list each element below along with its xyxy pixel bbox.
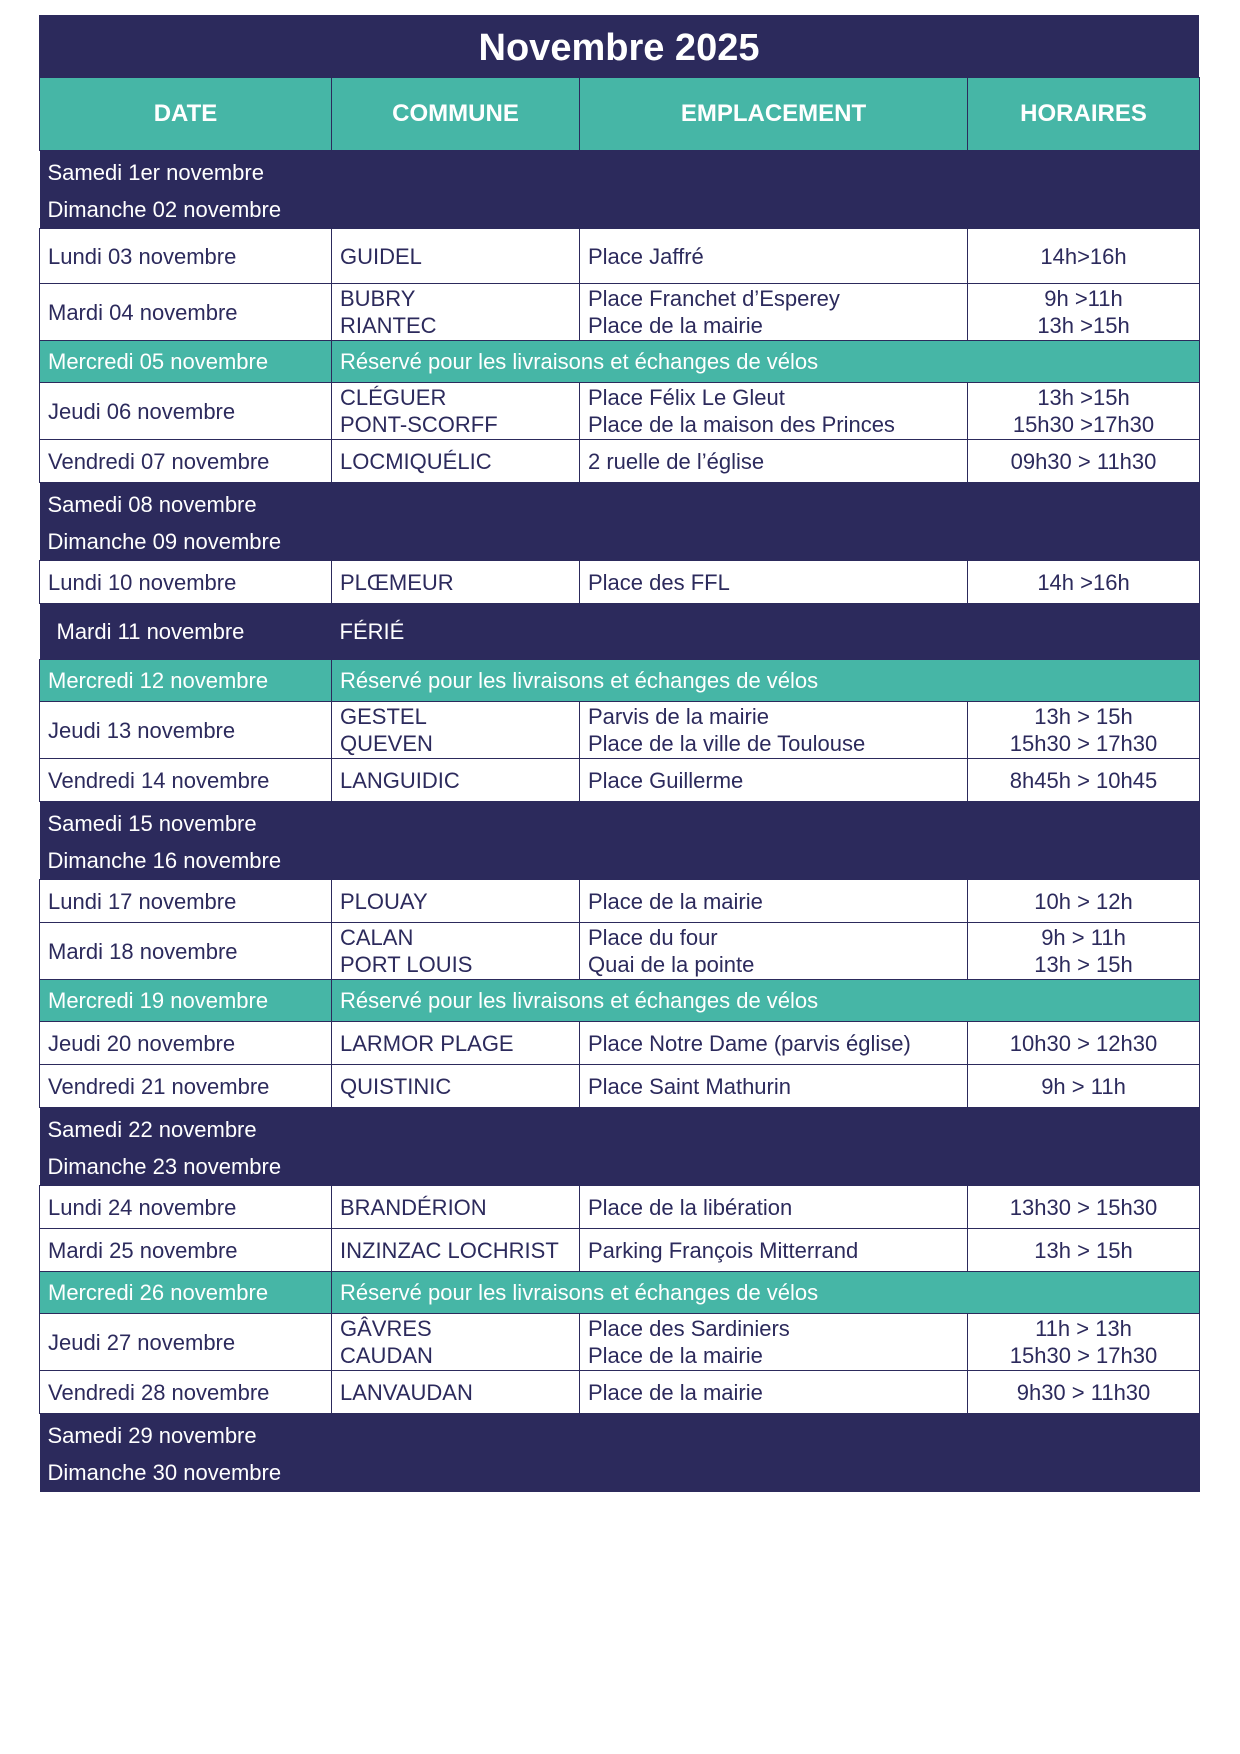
commune-cell — [332, 1229, 580, 1272]
emplacement-cell — [580, 880, 968, 923]
commune-name: BRANDÉRION — [340, 1194, 487, 1220]
emplacement-cell — [580, 1022, 968, 1065]
page-title: Novembre 2025 — [39, 15, 1199, 77]
place-name: Place de la ville de Toulouse — [588, 731, 866, 756]
hours-value: 13h > 15h — [1034, 1237, 1133, 1263]
reserved-row — [40, 1272, 1200, 1314]
table-row — [40, 880, 1200, 923]
place-name: Place de la mairie — [588, 1379, 763, 1405]
horaires-cell — [968, 702, 1200, 759]
weekend-row — [40, 523, 1200, 561]
weekend-day: Dimanche 09 novembre — [40, 523, 1200, 561]
place-name: Place Notre Dame (parvis église) — [588, 1030, 911, 1056]
horaires-cell — [968, 1186, 1200, 1229]
emplacement-cell — [580, 1186, 968, 1229]
reserved-row — [40, 660, 1200, 702]
hours-value: 14h>16h — [1040, 243, 1127, 269]
hours-value: 09h30 > 11h30 — [1010, 448, 1157, 474]
hours-value: 15h30 > 17h30 — [1009, 731, 1158, 756]
weekend-day: Dimanche 23 novembre — [40, 1148, 1200, 1186]
table-row — [40, 284, 1200, 341]
commune-name: GUIDEL — [340, 243, 422, 269]
place-name: Place Franchet d’Esperey — [588, 286, 840, 311]
table-row — [40, 923, 1200, 980]
place-name: Place Guillerme — [588, 767, 744, 793]
table-row — [40, 229, 1200, 284]
commune-name: CAUDAN — [340, 1343, 433, 1368]
hours-value: 10h30 > 12h30 — [1009, 1030, 1158, 1056]
horaires-cell — [968, 1022, 1200, 1065]
emplacement-cell — [580, 1371, 968, 1414]
weekend-row — [40, 1414, 1200, 1454]
hours-value: 9h >11h — [1044, 286, 1123, 311]
date-cell: Vendredi 21 novembre — [40, 1065, 332, 1108]
table-row — [40, 1065, 1200, 1108]
commune-cell — [332, 1371, 580, 1414]
hours-value: 9h > 11h — [1041, 1073, 1126, 1099]
commune-cell — [332, 880, 580, 923]
weekend-day: Samedi 08 novembre — [40, 483, 1200, 523]
emplacement-cell — [580, 1314, 968, 1371]
horaires-cell — [968, 923, 1200, 980]
horaires-cell — [968, 383, 1200, 440]
horaires-cell — [968, 284, 1200, 341]
weekend-row — [40, 1148, 1200, 1186]
table-row — [40, 759, 1200, 802]
hours-value: 9h > 11h — [1041, 925, 1126, 950]
table-row — [40, 440, 1200, 483]
holiday-row — [40, 604, 1200, 660]
place-name: Place Jaffré — [588, 243, 704, 269]
commune-name: INZINZAC LOCHRIST — [340, 1237, 559, 1263]
reserved-row — [40, 980, 1200, 1022]
commune-name: LOCMIQUÉLIC — [340, 448, 492, 474]
commune-name: CLÉGUER — [340, 385, 447, 410]
hours-value: 13h30 > 15h30 — [1009, 1194, 1158, 1220]
weekend-row — [40, 1454, 1200, 1492]
place-name: Place des Sardiniers — [588, 1316, 790, 1341]
horaires-cell — [968, 1065, 1200, 1108]
weekend-row — [40, 151, 1200, 191]
reserved-row — [40, 341, 1200, 383]
date-cell: Mardi 04 novembre — [40, 284, 332, 341]
commune-name: BUBRY — [340, 286, 416, 311]
emplacement-cell — [580, 229, 968, 284]
hours-value: 8h45h > 10h45 — [1009, 767, 1158, 793]
emplacement-cell — [580, 383, 968, 440]
place-name: Place de la maison des Princes — [588, 412, 895, 437]
schedule-sheet — [39, 15, 1199, 1492]
hours-value: 9h30 > 11h30 — [1016, 1379, 1151, 1405]
commune-name: PLŒMEUR — [340, 569, 454, 595]
table-row — [40, 561, 1200, 604]
commune-cell — [332, 229, 580, 284]
weekend-day: Dimanche 02 novembre — [40, 191, 1200, 229]
reserved-date: Mercredi 12 novembre — [40, 660, 332, 702]
date-cell: Jeudi 20 novembre — [40, 1022, 332, 1065]
emplacement-cell — [580, 1229, 968, 1272]
horaires-cell — [968, 561, 1200, 604]
commune-cell — [332, 561, 580, 604]
place-name: Quai de la pointe — [588, 952, 755, 977]
horaires-cell — [968, 440, 1200, 483]
commune-name: GESTEL — [340, 704, 427, 729]
hours-value: 11h > 13h — [1035, 1316, 1132, 1341]
reserved-note: Réservé pour les livraisons et échanges de vélos — [332, 980, 1200, 1022]
date-cell: Lundi 10 novembre — [40, 561, 332, 604]
place-name: Place de la mairie — [588, 1343, 763, 1368]
weekend-row — [40, 802, 1200, 842]
commune-name: RIANTEC — [340, 313, 437, 338]
date-cell: Mardi 25 novembre — [40, 1229, 332, 1272]
reserved-date: Mercredi 19 novembre — [40, 980, 332, 1022]
place-name: Place Félix Le Gleut — [588, 385, 785, 410]
place-name: Place des FFL — [588, 569, 730, 595]
commune-cell — [332, 759, 580, 802]
horaires-cell — [968, 229, 1200, 284]
weekend-day: Samedi 29 novembre — [40, 1414, 1200, 1454]
place-name: Parking François Mitterrand — [588, 1237, 859, 1263]
emplacement-cell — [580, 440, 968, 483]
commune-name: LANVAUDAN — [340, 1379, 473, 1405]
commune-cell — [332, 1186, 580, 1229]
emplacement-cell — [580, 1065, 968, 1108]
commune-name: GÂVRES — [340, 1316, 432, 1341]
commune-cell — [332, 1065, 580, 1108]
date-cell: Jeudi 06 novembre — [40, 383, 332, 440]
hours-value: 13h >15h — [1037, 313, 1130, 338]
table-row — [40, 1314, 1200, 1371]
hours-value: 13h > 15h — [1034, 952, 1133, 977]
holiday-date: Mardi 11 novembre — [40, 604, 332, 660]
date-cell: Vendredi 14 novembre — [40, 759, 332, 802]
reserved-note: Réservé pour les livraisons et échanges de vélos — [332, 1272, 1200, 1314]
date-cell: Vendredi 07 novembre — [40, 440, 332, 483]
commune-cell — [332, 1022, 580, 1065]
commune-name: PONT-SCORFF — [340, 412, 498, 437]
commune-name: LARMOR PLAGE — [340, 1030, 514, 1056]
date-cell: Vendredi 28 novembre — [40, 1371, 332, 1414]
date-cell: Jeudi 27 novembre — [40, 1314, 332, 1371]
commune-name: PLOUAY — [340, 888, 428, 914]
emplacement-cell — [580, 561, 968, 604]
hours-value: 13h >15h — [1037, 385, 1130, 410]
commune-cell — [332, 1314, 580, 1371]
place-name: 2 ruelle de l’église — [588, 448, 765, 474]
place-name: Place Saint Mathurin — [588, 1073, 791, 1099]
commune-cell — [332, 923, 580, 980]
date-cell: Lundi 24 novembre — [40, 1186, 332, 1229]
hours-value: 10h > 12h — [1034, 888, 1133, 914]
date-cell: Mardi 18 novembre — [40, 923, 332, 980]
header-row — [40, 78, 1200, 151]
date-cell: Lundi 17 novembre — [40, 880, 332, 923]
commune-cell — [332, 702, 580, 759]
place-name: Place de la mairie — [588, 313, 763, 338]
commune-cell — [332, 440, 580, 483]
table-row — [40, 383, 1200, 440]
place-name: Place de la mairie — [588, 888, 763, 914]
weekend-day: Samedi 22 novembre — [40, 1108, 1200, 1148]
header-horaires: HORAIRES — [968, 78, 1200, 151]
table-row — [40, 1186, 1200, 1229]
horaires-cell — [968, 1229, 1200, 1272]
weekend-day: Dimanche 30 novembre — [40, 1454, 1200, 1492]
weekend-row — [40, 483, 1200, 523]
table-row — [40, 1229, 1200, 1272]
emplacement-cell — [580, 759, 968, 802]
commune-name: CALAN — [340, 925, 414, 950]
hours-value: 15h30 >17h30 — [1012, 412, 1155, 437]
date-cell: Jeudi 13 novembre — [40, 702, 332, 759]
header-commune: COMMUNE — [332, 78, 580, 151]
commune-name: QUEVEN — [340, 731, 433, 756]
emplacement-cell — [580, 284, 968, 341]
reserved-date: Mercredi 26 novembre — [40, 1272, 332, 1314]
emplacement-cell — [580, 702, 968, 759]
commune-cell — [332, 284, 580, 341]
reserved-date: Mercredi 05 novembre — [40, 341, 332, 383]
weekend-row — [40, 1108, 1200, 1148]
schedule-table — [39, 77, 1200, 1492]
weekend-day: Samedi 1er novembre — [40, 151, 1200, 191]
commune-name: QUISTINIC — [340, 1073, 452, 1099]
table-row — [40, 1022, 1200, 1065]
weekend-row — [40, 191, 1200, 229]
hours-value: 15h30 > 17h30 — [1009, 1343, 1158, 1368]
place-name: Place de la libération — [588, 1194, 793, 1220]
hours-value: 13h > 15h — [1034, 704, 1133, 729]
weekend-row — [40, 842, 1200, 880]
weekend-day: Dimanche 16 novembre — [40, 842, 1200, 880]
weekend-day: Samedi 15 novembre — [40, 802, 1200, 842]
place-name: Place du four — [588, 925, 718, 950]
reserved-note: Réservé pour les livraisons et échanges de vélos — [332, 341, 1200, 383]
place-name: Parvis de la mairie — [588, 704, 769, 729]
reserved-note: Réservé pour les livraisons et échanges de vélos — [332, 660, 1200, 702]
commune-cell — [332, 383, 580, 440]
horaires-cell — [968, 759, 1200, 802]
table-row — [40, 1371, 1200, 1414]
date-cell: Lundi 03 novembre — [40, 229, 332, 284]
horaires-cell — [968, 880, 1200, 923]
horaires-cell — [968, 1371, 1200, 1414]
horaires-cell — [968, 1314, 1200, 1371]
hours-value: 14h >16h — [1037, 569, 1130, 595]
commune-name: PORT LOUIS — [340, 952, 473, 977]
header-date: DATE — [40, 78, 332, 151]
emplacement-cell — [580, 923, 968, 980]
holiday-label: FÉRIÉ — [332, 604, 1200, 660]
header-emplacement: EMPLACEMENT — [580, 78, 968, 151]
commune-name: LANGUIDIC — [340, 767, 460, 793]
table-row — [40, 702, 1200, 759]
